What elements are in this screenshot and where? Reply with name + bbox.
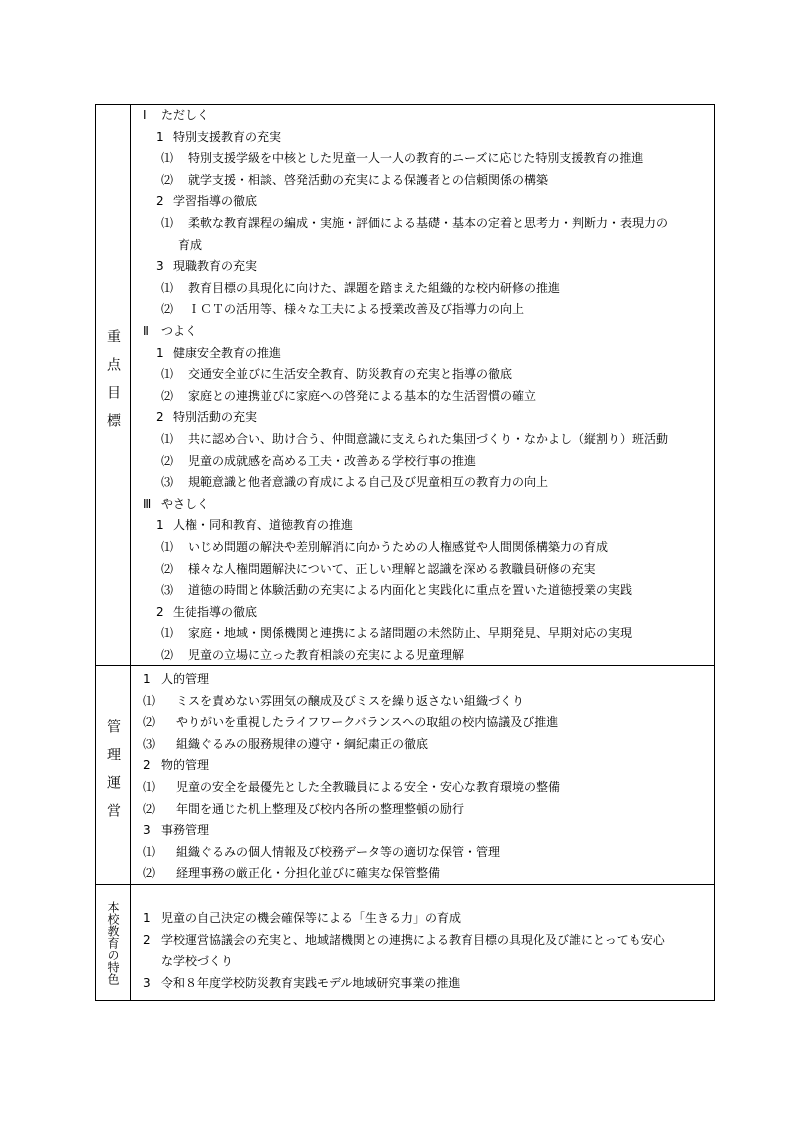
- item-marker: ⑴: [161, 626, 174, 641]
- document-table: [95, 104, 715, 1001]
- item-marker: ⑴: [161, 367, 174, 382]
- item-marker: 3: [156, 259, 164, 274]
- item-marker: ⑴: [143, 844, 156, 859]
- item-text: 事務管理: [161, 823, 210, 838]
- item-text: 学習指導の徹底: [173, 194, 258, 209]
- item-text: ＩＣＴの活用等、様々な工夫による授業改善及び指導力の向上: [188, 302, 525, 317]
- item-marker: ⑵: [143, 715, 156, 730]
- item-marker: 1: [143, 911, 151, 925]
- item-text: 令和８年度学校防災教育実践モデル地域研究事業の推進: [161, 975, 461, 990]
- item-marker: ⑵: [161, 172, 174, 187]
- section-kanriunei: [96, 665, 714, 884]
- item-text: 家庭との連携並びに家庭への啓発による基本的な生活習慣の確立: [188, 388, 537, 403]
- section-label: 管理運営: [105, 719, 121, 831]
- item-text: 特別支援教育の充実: [173, 129, 282, 144]
- item-marker: ⑵: [161, 388, 174, 403]
- item-text: 人的管理: [161, 672, 210, 686]
- item-marker: 1: [156, 345, 164, 360]
- item-marker: 1: [143, 672, 151, 686]
- item-marker: Ⅲ: [143, 496, 152, 511]
- item-marker: 1: [156, 129, 164, 144]
- item-text: 就学支援・相談、啓発活動の充実による保護者との信頼関係の構築: [188, 172, 549, 187]
- section-label-cell: [96, 666, 131, 884]
- section-content: [131, 105, 714, 665]
- item-text: 特別支援学級を中核とした児童一人一人の教育的ニーズに応じた特別支援教育の推進: [188, 151, 644, 166]
- item-marker: ⑵: [161, 453, 174, 468]
- item-text: 生徒指導の徹底: [173, 604, 258, 619]
- item-marker: ⑶: [143, 736, 156, 751]
- item-marker: ⑴: [161, 151, 174, 166]
- item-text: 児童の成就感を高める工夫・改善ある学校行事の推進: [188, 453, 477, 468]
- item-marker: ⑵: [161, 302, 174, 317]
- item-marker: ⑴: [161, 540, 174, 554]
- item-text: ただしく: [161, 108, 210, 122]
- item-text: 規範意識と他者意識の育成による自己及び児童相互の教育力の向上: [188, 475, 549, 490]
- item-marker: 3: [143, 823, 151, 838]
- item-text: 家庭・地域・関係機関と連携による諸問題の未然防止、早期発見、早期対応の実現: [188, 626, 633, 641]
- item-marker: 2: [156, 410, 164, 425]
- section-content: [131, 885, 714, 1000]
- item-marker: ⑵: [143, 801, 156, 816]
- section-label-cell: [96, 105, 131, 665]
- item-text: 学校運営協議会の充実と、地域諸機関との連携による教育目標の具現化及び誰にとっても安心: [161, 932, 665, 947]
- item-text: 組織ぐるみの服務規律の遵守・綱紀粛正の徹底: [176, 736, 429, 751]
- item-marker: Ⅱ: [143, 324, 149, 338]
- item-text: 様々な人権問題解決について、正しい理解と認識を深める教職員研修の充実: [188, 561, 596, 576]
- item-text: やりがいを重視したライフワークバランスへの取組の校内協議及び推進: [176, 715, 559, 730]
- item-marker: Ⅰ: [143, 108, 147, 122]
- section-honkokyoiku-tokushoku: [96, 884, 714, 1000]
- item-marker: ⑵: [161, 561, 174, 576]
- item-marker: ⑵: [143, 866, 156, 881]
- item-text: 児童の安全を最優先とした全教職員による安全・安心な教育環境の整備: [176, 780, 561, 794]
- item-marker: ⑴: [143, 693, 156, 708]
- item-marker: ⑴: [161, 432, 174, 446]
- item-text: 特別活動の充実: [173, 410, 258, 425]
- item-text: 共に認め合い、助け合う、仲間意識に支えられた集団づくり・なかよし（縦割り）班活動: [188, 432, 669, 446]
- section-jutenmokuhyo: [96, 105, 714, 665]
- item-text: 現職教育の充実: [173, 259, 258, 274]
- section-label: 重点目標: [105, 329, 121, 441]
- item-text: 物的管理: [161, 758, 210, 773]
- item-marker: ⑴: [161, 216, 174, 230]
- item-text: 道徳の時間と体験活動の充実による内面化と実践化に重点を置いた道徳授業の実践: [188, 583, 633, 598]
- item-text: ミスを責めない雰囲気の醸成及びミスを繰り返さない組織づくり: [176, 693, 525, 708]
- item-marker: 2: [143, 932, 151, 947]
- item-text: 人権・同和教育、道徳教育の推進: [173, 518, 354, 533]
- item-text: 育成: [178, 237, 203, 252]
- item-marker: 1: [156, 518, 164, 533]
- item-marker: ⑴: [143, 780, 156, 794]
- item-marker: 2: [156, 194, 164, 209]
- item-text: 年間を通じた机上整理及び校内各所の整理整頓の励行: [176, 801, 465, 816]
- item-marker: ⑶: [161, 583, 174, 598]
- item-text: 組織ぐるみの個人情報及び校務データ等の適切な保管・管理: [176, 844, 501, 859]
- item-text: な学校づくり: [161, 954, 234, 969]
- item-text: 児童の立場に立った教育相談の充実による児童理解: [188, 648, 465, 662]
- item-text: 教育目標の具現化に向けた、課題を踏まえた組織的な校内研修の推進: [188, 280, 561, 295]
- item-text: やさしく: [161, 496, 210, 511]
- item-text: 柔軟な教育課程の編成・実施・評価による基礎・基本の定着と思考力・判断力・表現力の: [188, 216, 669, 230]
- section-content: [131, 666, 714, 884]
- item-marker: 2: [143, 758, 151, 773]
- item-text: 交通安全並びに生活安全教育、防災教育の充実と指導の徹底: [188, 367, 513, 382]
- item-text: 経理事務の厳正化・分担化並びに確実な保管整備: [176, 866, 441, 881]
- section-label-cell: [96, 885, 131, 1000]
- item-marker: 3: [143, 975, 151, 990]
- item-text: つよく: [161, 324, 198, 338]
- item-marker: ⑶: [161, 475, 174, 490]
- item-text: 健康安全教育の推進: [173, 345, 282, 360]
- item-text: 児童の自己決定の機会確保等による「生きる力」の育成: [161, 911, 462, 925]
- item-marker: ⑵: [161, 648, 174, 662]
- item-marker: ⑴: [161, 280, 174, 295]
- item-marker: 2: [156, 604, 164, 619]
- item-text: いじめ問題の解決や差別解消に向かうための人権感覚や人間関係構築力の育成: [188, 540, 609, 554]
- section-label: 本校教育の特色: [106, 900, 120, 985]
